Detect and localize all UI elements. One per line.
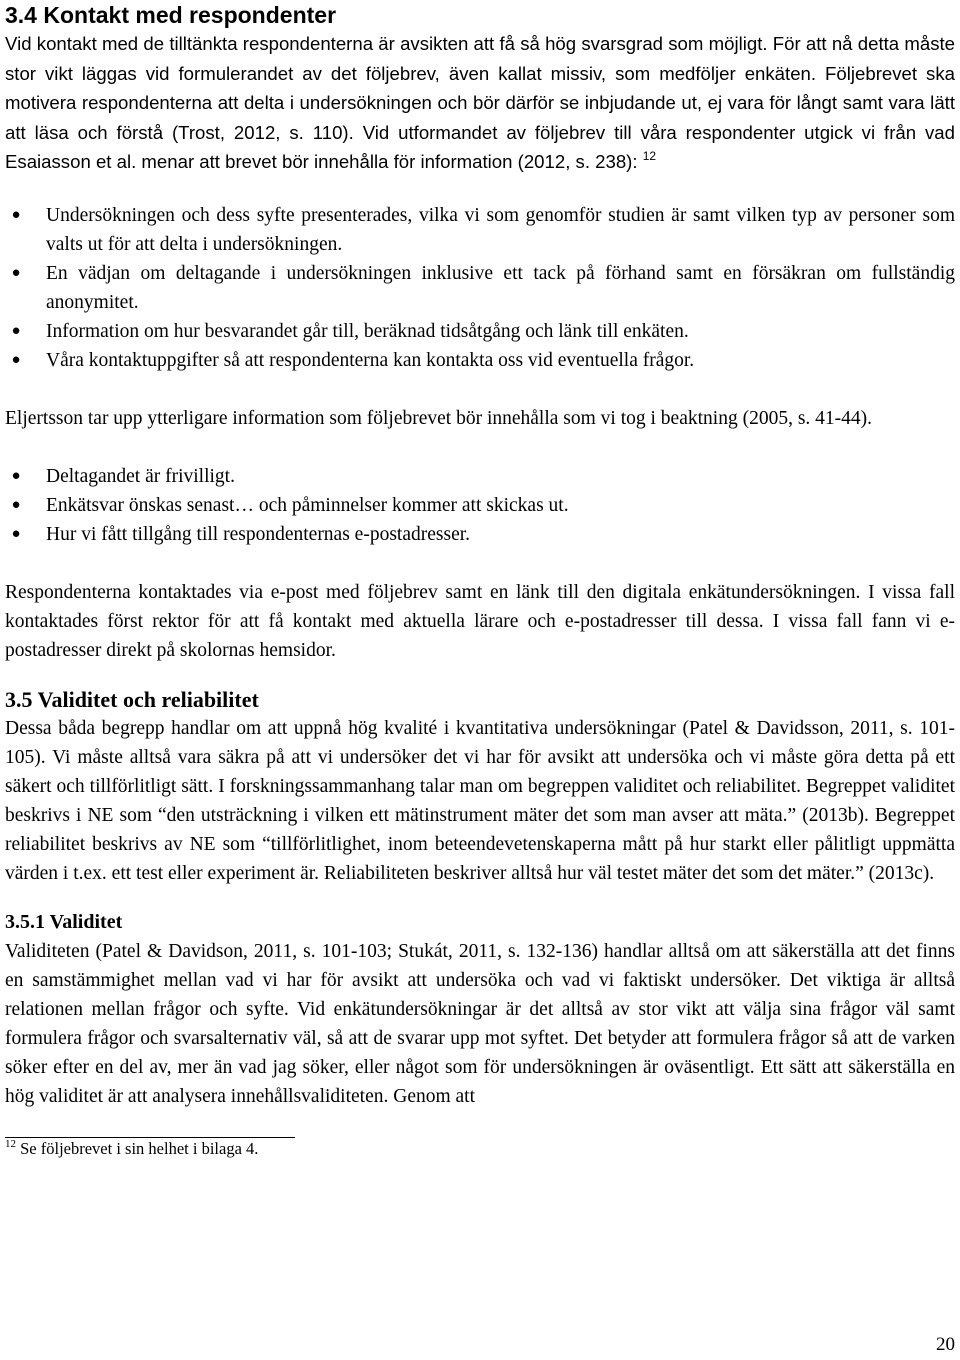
- list-item: [5, 346, 955, 375]
- footnote-text: Se följebrevet i sin helhet i bilaga 4.: [20, 1138, 259, 1158]
- list-item-text: Enkätsvar önskas senast… och påminnelser kommer att skickas ut.: [46, 494, 569, 516]
- bullet-icon: ●: [11, 467, 21, 484]
- bullet-list-additional-info: [5, 462, 955, 549]
- document-page: [5, 0, 955, 1160]
- paragraph-validity: Validiteten (Patel & Davidson, 2011, s. 101-103; Stukát, 2011, s. 132-136) handlar alltså om att säkerställa att det finns en samstämmighet mellan vad vi har för avsikt att undersöka och vad vi faktiskt undersöker. Det viktiga är alltså relationen mellan frågor och syfte. Vid enkätundersökningar är det alltså av stor vikt att välja sina frågor väl samt formulera frågor och svarsalternativ väl, så att de svarar upp mot syftet. Det betyder att formulera frågor så att de varken söker efter en del av, mer än vad jag söker, eller något som för undersökningen är oväsentligt. Ett sätt att säkerställa en hög validitet är att analysera innehållsvaliditeten. Genom att: [5, 940, 955, 1107]
- footnote-marker: 12: [5, 1137, 16, 1150]
- bullet-icon: ●: [11, 322, 21, 339]
- list-item-text: Information om hur besvarandet går till, beräknad tidsåtgång och länk till enkäten.: [46, 320, 689, 342]
- paragraph-contact-method: Respondenterna kontaktades via e-post med följebrev samt en länk till den digitala enkätundersökningen. I vissa fall kontaktades först rektor för att få kontakt med aktuella lärare och e-postadresser till dessa. I vissa fall fann vi e-postadresser direkt på skolornas hemsidor.: [5, 581, 955, 661]
- bullet-list-letter-contents: [5, 201, 955, 375]
- paragraph-validity-reliability: Dessa båda begrepp handlar om att uppnå hög kvalité i kvantitativa undersökningar (Patel & Davidsson, 2011, s. 101-105). Vi måste alltså vara säkra på att vi undersöker det vi har för avsikt att undersöka och vi måste göra detta på ett säkert och tillförlitligt sätt. I forskningssammanhang talar man om begreppen validitet och reliabilitet. Begreppet validitet beskrivs i NE som “den utsträckning i vilken ett mätinstrument mäter det som man avser att mäta.” (2013b). Begreppet reliabilitet beskrivs av NE som “tillförlitlighet, inom beteendevetenskaperna mått på hur starkt eller pålitligt uppmätta värden i t.ex. ett test eller experiment är. Reliabiliteten beskriver alltså hur väl testet mäter det som det mäter.” (2013c).: [5, 717, 955, 884]
- paragraph-intro: [5, 29, 955, 177]
- bullet-icon: ●: [11, 351, 21, 368]
- list-item-text: Hur vi fått tillgång till respondenternas e-postadresser.: [46, 523, 471, 545]
- section-heading-3-5: 3.5 Validitet och reliabilitet: [5, 686, 259, 712]
- bullet-icon: ●: [11, 264, 21, 281]
- list-item-text: Våra kontaktuppgifter så att respondenterna kan kontakta oss vid eventuella frågor.: [46, 349, 695, 371]
- list-item-text: Deltagandet är frivilligt.: [46, 465, 235, 487]
- list-item: [5, 491, 955, 520]
- bullet-icon: ●: [11, 525, 21, 542]
- page-number: 20: [936, 1334, 955, 1355]
- section-heading-3-5-1: 3.5.1 Validitet: [5, 910, 123, 933]
- footnote: [5, 1138, 955, 1160]
- list-item: [5, 520, 955, 549]
- paragraph-eljertsson: Eljertsson tar upp ytterligare information som följebrevet bör innehålla som vi tog i beaktning (2005, s. 41-44).: [5, 407, 873, 429]
- paragraph-intro-text: Vid kontakt med de tilltänkta respondenterna är avsikten att få så hög svarsgrad som möjligt. För att nå detta måste stor vikt läggas vid formulerandet av det följebrev, även kallat missiv, som medföljer enkäten. Följebrevet ska motivera respondenterna att delta i undersökningen och bör därför se inbjudande ut, ej vara för långt samt vara lätt att läsa och förstå (Trost, 2012, s. 110). Vid utformandet av följebrev till våra respondenter utgick vi från vad Esaiasson et al. menar att brevet bör innehålla för information (2012, s. 238):: [5, 33, 955, 172]
- list-item: [5, 259, 955, 317]
- list-item-text: En vädjan om deltagande i undersökningen inklusive ett tack på förhand samt en försäkran om fullständig anonymitet.: [46, 262, 955, 313]
- list-item: [5, 462, 955, 491]
- list-item: [5, 317, 955, 346]
- section-heading-3-4: 3.4 Kontakt med respondenter: [5, 2, 337, 28]
- list-item-text: Undersökningen och dess syfte presenterades, vilka vi som genomför studien är samt vilken typ av personer som valts ut för att delta i undersökningen.: [46, 204, 955, 255]
- bullet-icon: ●: [11, 206, 21, 223]
- footnote-reference: 12: [642, 149, 657, 163]
- list-item: [5, 201, 955, 259]
- bullet-icon: ●: [11, 496, 21, 513]
